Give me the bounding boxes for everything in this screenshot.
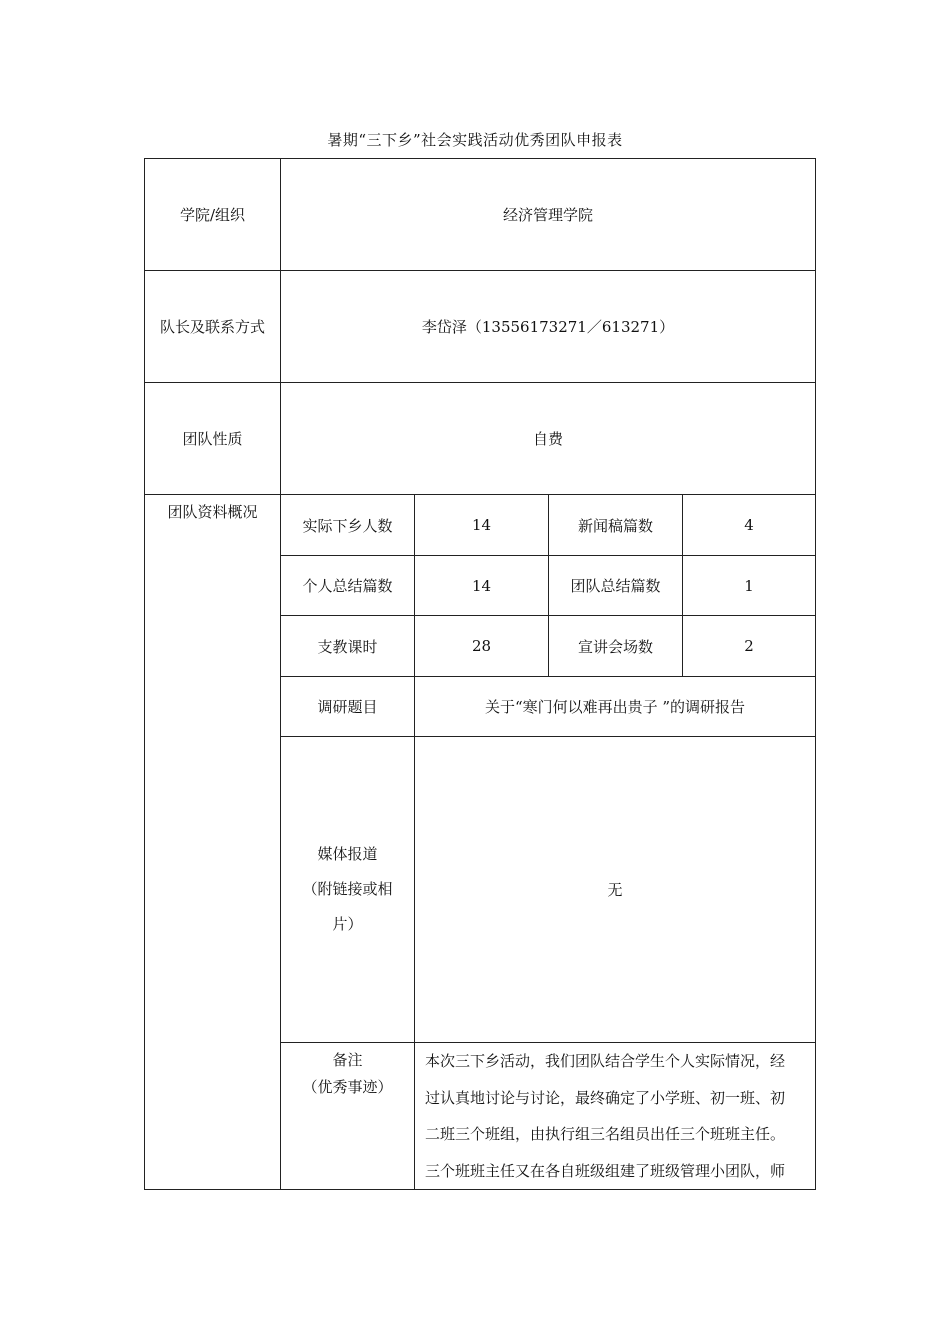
- remarks-text-line: 过认真地讨论与讨论，最终确定了小学班、初一班、初: [425, 1088, 786, 1107]
- leader-value: 李岱泽（13556173271／613271）: [281, 271, 816, 383]
- remarks-text-line: 本次三下乡活动，我们团队结合学生个人实际情况，经: [425, 1052, 786, 1070]
- remarks-text: [415, 1043, 816, 1190]
- remarks-label: [281, 1043, 415, 1190]
- overview-label: 团队资料概况: [145, 495, 281, 1190]
- nature-label: 团队性质: [145, 383, 281, 495]
- stat-label: 新闻稿篇数: [549, 495, 683, 556]
- research-label: 调研题目: [281, 677, 415, 737]
- research-value: 关于“寒门何以难再出贵子 ”的调研报告: [415, 677, 816, 737]
- college-value: 经济管理学院: [281, 159, 816, 271]
- remarks-label-line: （优秀事迹）: [302, 1078, 393, 1096]
- stats-row: [145, 495, 816, 556]
- media-label-line: 片）: [332, 915, 363, 933]
- stat-label: 支教课时: [281, 616, 415, 677]
- stat-value: 4: [683, 495, 816, 556]
- stat-label: 实际下乡人数: [281, 495, 415, 556]
- media-value: 无: [415, 737, 816, 1043]
- application-form-table: [144, 158, 816, 1190]
- form-title: 暑期“三下乡”社会实践活动优秀团队申报表: [327, 131, 623, 149]
- leader-row: [145, 271, 816, 383]
- media-label-line: （附链接或相: [302, 880, 393, 898]
- stat-label: 宣讲会场数: [549, 616, 683, 677]
- remarks-label-line: 备注: [332, 1051, 363, 1069]
- college-label: 学院/组织: [145, 159, 281, 271]
- remarks-text-line: 二班三个班组，由执行组三名组员出任三个班班主任。: [425, 1125, 786, 1143]
- nature-row: [145, 383, 816, 495]
- stat-value: 2: [683, 616, 816, 677]
- stat-value: 1: [683, 556, 816, 616]
- stat-label: 个人总结篇数: [281, 556, 415, 616]
- college-row: [145, 159, 816, 271]
- stat-value: 14: [415, 495, 549, 556]
- stat-value: 28: [415, 616, 549, 677]
- media-label-line: 媒体报道: [317, 845, 378, 863]
- leader-label: 队长及联系方式: [145, 271, 281, 383]
- remarks-text-line: 三个班班主任又在各自班级组建了班级管理小团队，师: [425, 1161, 786, 1180]
- nature-value: 自费: [281, 383, 816, 495]
- stat-value: 14: [415, 556, 549, 616]
- stat-label: 团队总结篇数: [549, 556, 683, 616]
- media-label: [281, 737, 415, 1043]
